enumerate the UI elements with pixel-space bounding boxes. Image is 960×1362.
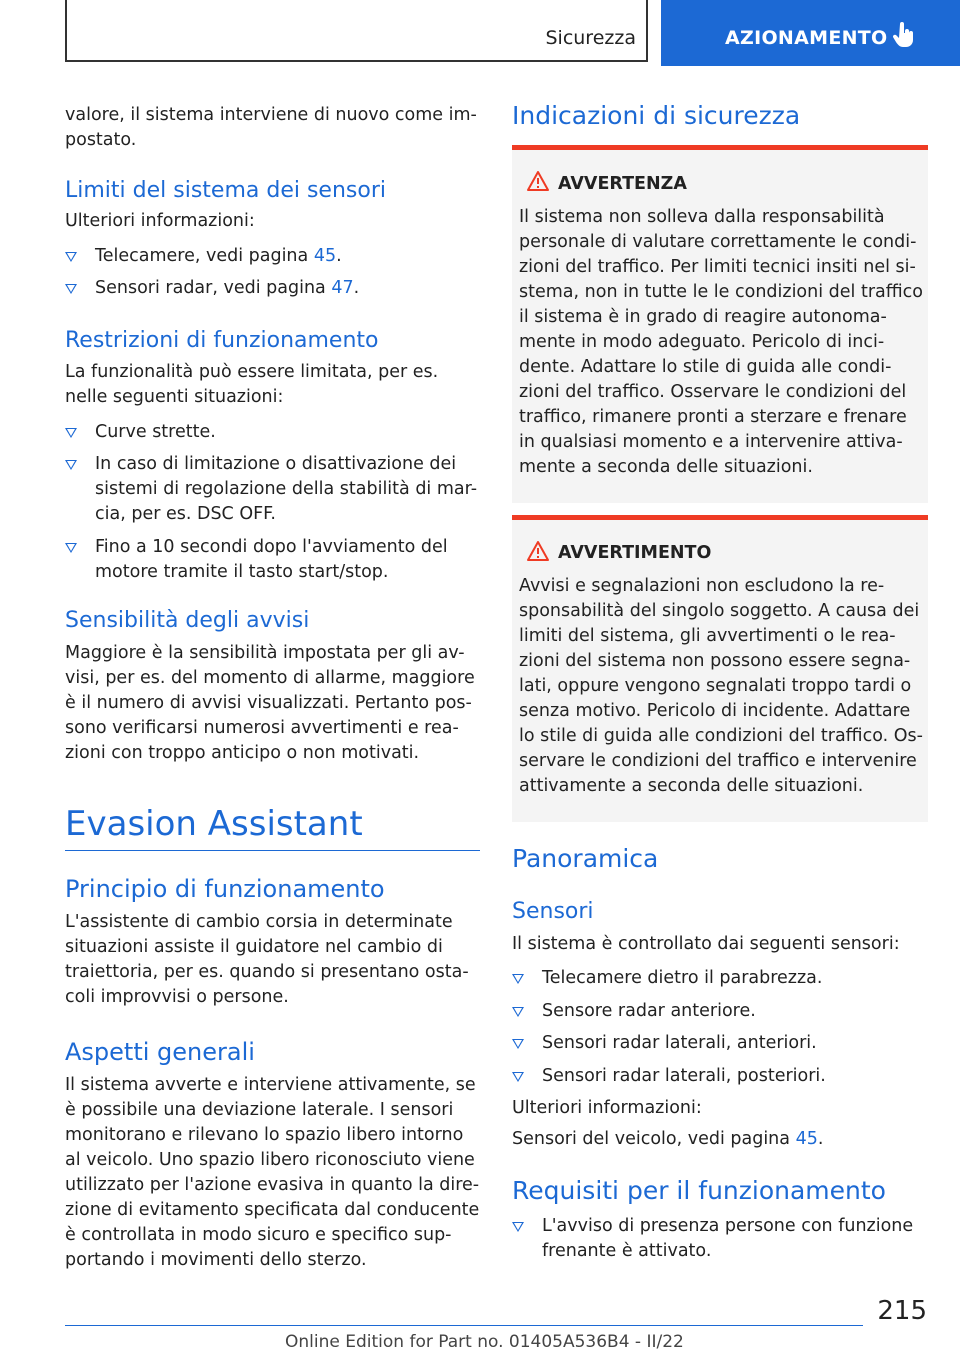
caution-text: Avvisi e segnalazioni non escludono la re-sponsabilità del singolo soggetto. A causa dei limiti del sistema, gli avvertimenti o le rea-zioni del sistema non possono essere segna-lati, oppure vengono segnalati troppo tardi o senza motivo. Pericolo di incidente. Adattare lo stile di guida alle condizioni del traffico. Os-servare le condizioni del traffico e intervenire attivamente a seconda delle situazioni. — [519, 576, 923, 796]
list-item: Telecamere dietro il parabrezza. — [512, 966, 928, 991]
intro-text: valore, il sistema interviene di nuovo come im-postato. — [65, 105, 477, 150]
list-item: Telecamere, vedi pagina 45. — [65, 244, 480, 269]
restrictions-heading: Restrizioni di funzionamento — [65, 328, 379, 353]
page-number: 215 — [877, 1296, 927, 1326]
safety-heading: Indicazioni di sicurezza — [512, 101, 801, 130]
limits-text: Ulteriori informazioni: — [65, 211, 255, 231]
list-item: Sensori radar, vedi pagina 47. — [65, 276, 480, 301]
list-item: Curve strette. — [65, 420, 480, 445]
bullet-triangle-icon — [65, 543, 77, 553]
chapter-heading: Evasion Assistant — [65, 804, 363, 844]
bullet-triangle-icon — [512, 974, 524, 984]
page-link[interactable]: 47 — [331, 278, 354, 298]
bullet-triangle-icon — [512, 1007, 524, 1017]
warning-triangle-icon — [526, 170, 550, 196]
caution-box — [512, 515, 928, 822]
hand-pointer-icon — [893, 22, 915, 52]
list-item: Sensore radar anteriore. — [512, 999, 928, 1024]
sensitivity-heading: Sensibilità degli avvisi — [65, 608, 310, 633]
chapter-tab — [661, 0, 960, 66]
limits-heading: Limiti del sistema dei sensori — [65, 178, 386, 203]
warning-text: Il sistema non solleva dalla responsabilità personale di valutare correttamente le condi-zioni del traffico. Per limiti tecnici insiti nel si-stema, non in tutte le le condizioni del traffico il sistema è in grado di reagire autonoma-mente in modo adeguato. Pericolo di inci-dente. Adattare lo stile di guida alle condi-zioni del traffico. Osservare le condizioni del traffico, rimanere pronti a sterzare e frenare in qualsiasi momento e a intervenire attiva-mente a seconda delle situazioni. — [519, 207, 923, 477]
bullet-triangle-icon — [512, 1039, 524, 1049]
list-item: L'avviso di presenza persone con funzione frenante è attivato. — [512, 1214, 928, 1264]
list-item: In caso di limitazione o disattivazione dei sistemi di regolazione della stabilità di mar-cia, per es. DSC OFF. — [65, 452, 480, 527]
bullet-triangle-icon — [65, 460, 77, 470]
list-item: Fino a 10 secondi dopo l'avviamento del motore tramite il tasto start/stop. — [65, 535, 480, 585]
general-heading: Aspetti generali — [65, 1038, 255, 1066]
bullet-triangle-icon — [512, 1222, 524, 1232]
section-title: Sicurezza — [545, 27, 636, 49]
requirements-heading: Requisiti per il funzionamento — [512, 1176, 886, 1205]
sensors-text: Il sistema è controllato dai seguenti sensori: — [512, 934, 900, 954]
warning-bar — [512, 515, 928, 520]
bullet-triangle-icon — [65, 428, 77, 438]
vehicle-sensors-ref: Sensori del veicolo, vedi pagina 45. — [512, 1129, 824, 1149]
footer-rule — [65, 1325, 863, 1326]
restrictions-text: La funzionalità può essere limitata, per es. nelle seguenti situazioni: — [65, 362, 439, 407]
principle-heading: Principio di funzionamento — [65, 875, 385, 903]
list-item: Sensori radar laterali, posteriori. — [512, 1064, 928, 1089]
sensitivity-text: Maggiore è la sensibilità impostata per gli av-visi, per es. del momento di allarme, maggiore è il numero di avvisi visualizzati. Pertanto pos-sono verificarsi numerosi avvertimenti e rea-zioni con troppo anticipo o non motivati. — [65, 643, 475, 763]
principle-text: L'assistente di cambio corsia in determinate situazioni assiste il guidatore nel cambio di traiettoria, per es. quando si presentano osta-coli improvvisi o persone. — [65, 912, 469, 1007]
warning-bar — [512, 145, 928, 150]
overview-heading: Panoramica — [512, 844, 659, 873]
more-info-text: Ulteriori informazioni: — [512, 1098, 702, 1118]
warning-title: AVVERTENZA — [558, 174, 687, 194]
list-item: Sensori radar laterali, anteriori. — [512, 1031, 928, 1056]
warning-box — [512, 145, 928, 503]
sensors-heading: Sensori — [512, 899, 594, 924]
chapter-rule — [65, 850, 480, 851]
bullet-triangle-icon — [512, 1072, 524, 1082]
page-link[interactable]: 45 — [795, 1129, 818, 1149]
bullet-triangle-icon — [65, 252, 77, 262]
bullet-triangle-icon — [65, 284, 77, 294]
warning-triangle-icon — [526, 540, 550, 566]
chapter-title: AZIONAMENTO — [725, 27, 888, 49]
page-link[interactable]: 45 — [313, 246, 337, 266]
general-text: Il sistema avverte e interviene attivamente, se è possibile una deviazione laterale. I sensori monitorano e rilevano lo spazio libero intorno al veicolo. Uno spazio libero riconosciuto viene utilizzato per l'azione evasiva in quanto la dire-zione di evitamento specificata dal conducente è controllata in modo sicuro e specifico sup-portando i movimenti dello sterzo. — [65, 1075, 480, 1270]
edition-text: Online Edition for Part no. 01405A536B4 - II/22 — [285, 1332, 684, 1352]
caution-title: AVVERTIMENTO — [558, 543, 712, 563]
